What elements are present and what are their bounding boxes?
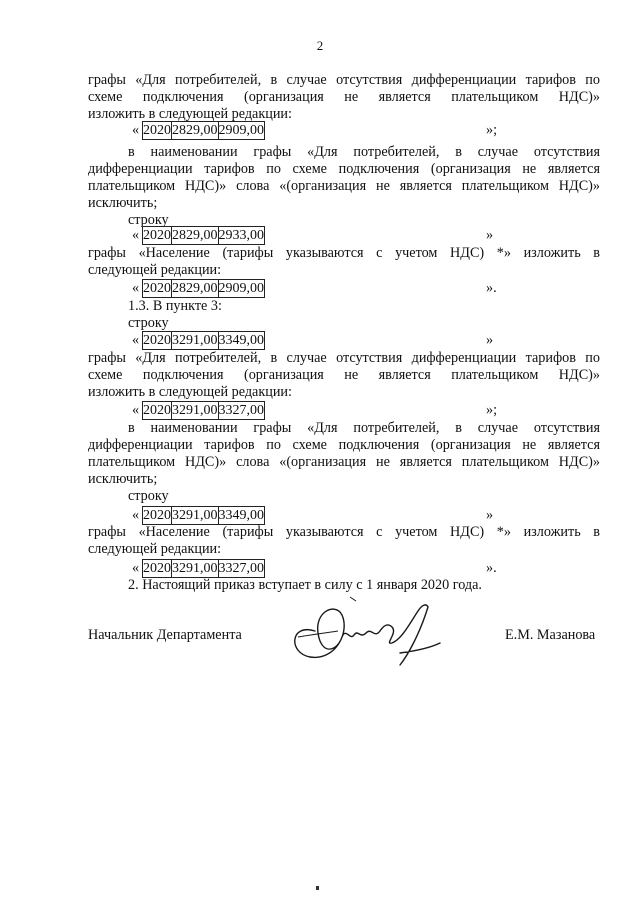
text-line: изложить в следующей редакции: [88, 384, 292, 400]
year-cell: 2020 [143, 280, 171, 296]
year-cell: 2020 [143, 227, 171, 243]
text-line: строку [128, 315, 169, 331]
value-cell: 2909,00 [218, 122, 264, 138]
value-cell: 2909,00 [218, 280, 264, 296]
value-cell: 3327,00 [218, 560, 264, 576]
handwritten-signature [280, 593, 445, 673]
close-quote: ». [486, 280, 497, 296]
text-line: схеме подключения (организация не является плательщиком НДС)» [88, 89, 600, 105]
text-line: 1.3. В пункте 3: [128, 298, 222, 314]
open-quote: « [132, 122, 140, 138]
open-quote: « [132, 560, 140, 576]
year-cell: 2020 [143, 560, 171, 576]
text-line: исключить; [88, 195, 158, 211]
text-line: строку [128, 488, 169, 504]
page-number: 2 [316, 38, 324, 53]
close-quote: » [486, 227, 494, 243]
text-line: в наименовании графы «Для потребителей, в случае отсутствия [128, 420, 600, 436]
text-line: дифференциации тарифов по схеме подключения (организация не является [88, 161, 600, 177]
text-line: плательщиком НДС)» слова «(организация не является плательщиком НДС)» [88, 178, 600, 194]
tariff-table [142, 331, 265, 350]
text-line: изложить в следующей редакции: [88, 106, 292, 122]
text-line: следующей редакции: [88, 262, 222, 278]
text-line: 2. Настоящий приказ вступает в силу с 1 января 2020 года. [128, 577, 482, 593]
year-cell: 2020 [143, 332, 171, 348]
open-quote: « [132, 227, 140, 243]
year-cell: 2020 [143, 402, 171, 418]
text-line: исключить; [88, 471, 158, 487]
value-cell: 3349,00 [218, 507, 264, 523]
value-cell: 2829,00 [172, 122, 218, 138]
text-line: следующей редакции: [88, 541, 222, 557]
close-quote: ». [486, 560, 497, 576]
open-quote: « [132, 280, 140, 296]
tariff-table [142, 226, 265, 245]
value-cell: 2933,00 [218, 227, 264, 243]
value-cell: 2829,00 [172, 227, 218, 243]
open-quote: « [132, 402, 140, 418]
close-quote: »; [486, 122, 498, 138]
signatory-name: Е.М. Мазанова [505, 627, 596, 643]
text-line: схеме подключения (организация не является плательщиком НДС)» [88, 367, 600, 383]
close-quote: » [486, 507, 494, 523]
text-line: дифференциации тарифов по схеме подключения (организация не является [88, 437, 600, 453]
text-line: плательщиком НДС)» слова «(организация не является плательщиком НДС)» [88, 454, 600, 470]
tariff-table [142, 559, 265, 578]
close-quote: » [486, 332, 494, 348]
tariff-table [142, 401, 265, 420]
value-cell: 3291,00 [172, 560, 218, 576]
text-line: графы «Население (тарифы указываются с учетом НДС) *» изложить в [88, 245, 600, 261]
tariff-table [142, 506, 265, 525]
year-cell: 2020 [143, 507, 171, 523]
value-cell: 3291,00 [172, 402, 218, 418]
open-quote: « [132, 332, 140, 348]
text-line: графы «Для потребителей, в случае отсутствия дифференциации тарифов по [88, 72, 600, 88]
signatory-position: Начальник Департамента [88, 627, 242, 643]
open-quote: « [132, 507, 140, 523]
text-line: в наименовании графы «Для потребителей, в случае отсутствия [128, 144, 600, 160]
text-line: графы «Население (тарифы указываются с учетом НДС) *» изложить в [88, 524, 600, 540]
tariff-table [142, 279, 265, 298]
value-cell: 3349,00 [218, 332, 264, 348]
scan-speck [316, 886, 319, 890]
value-cell: 2829,00 [172, 280, 218, 296]
value-cell: 3291,00 [172, 507, 218, 523]
value-cell: 3327,00 [218, 402, 264, 418]
close-quote: »; [486, 402, 498, 418]
tariff-table [142, 121, 265, 140]
year-cell: 2020 [143, 122, 171, 138]
text-line: графы «Для потребителей, в случае отсутствия дифференциации тарифов по [88, 350, 600, 366]
text-line: строку [128, 212, 169, 228]
value-cell: 3291,00 [172, 332, 218, 348]
